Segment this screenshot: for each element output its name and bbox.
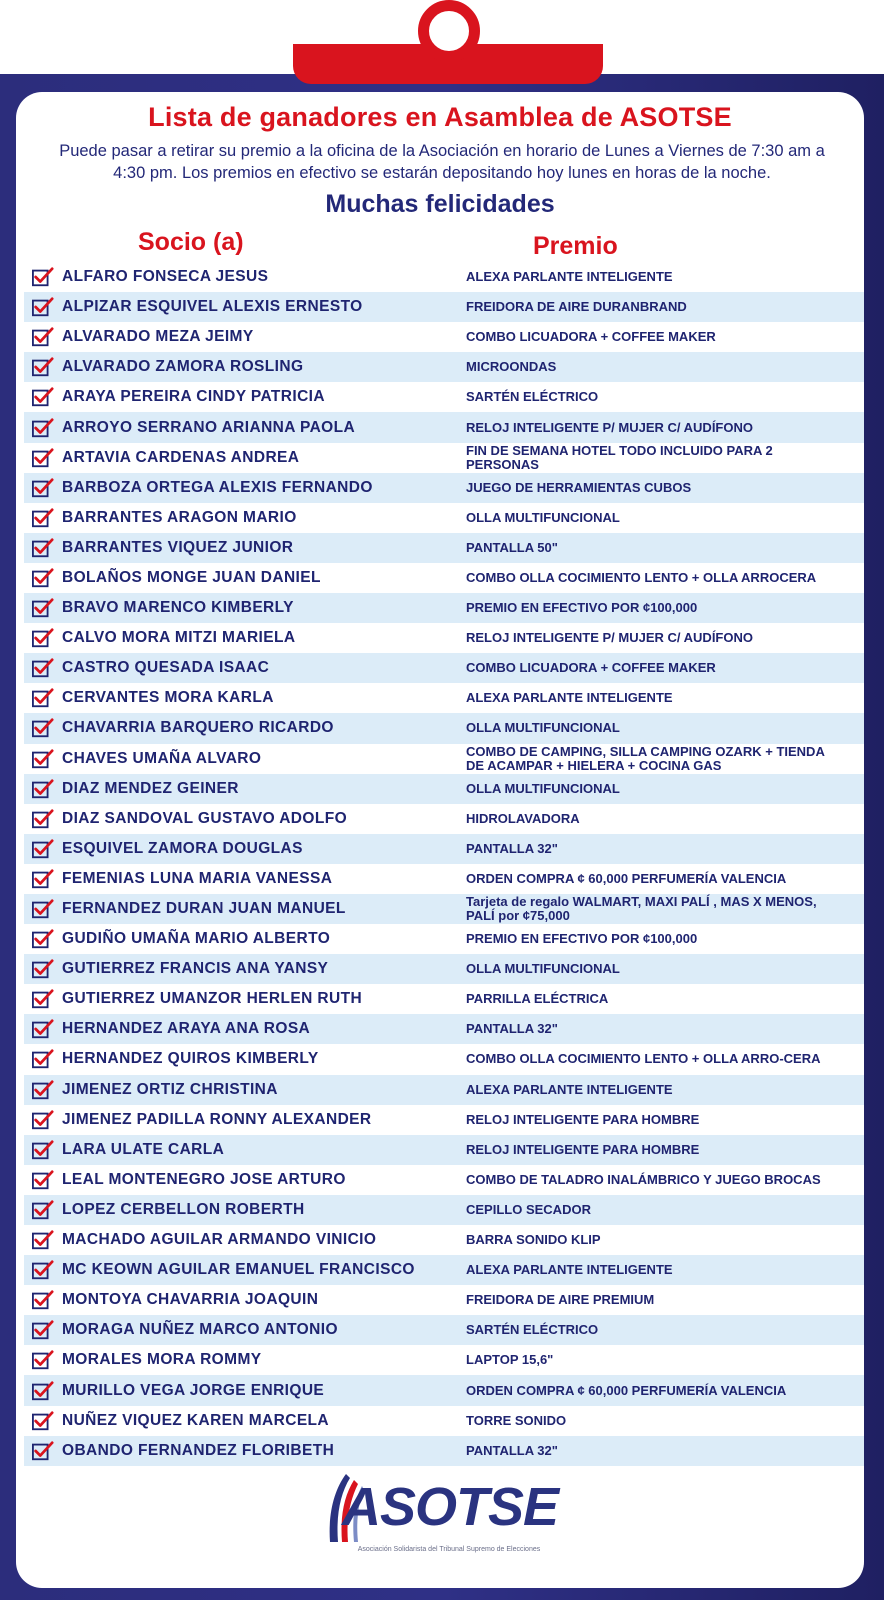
winner-prize: OLLA MULTIFUNCIONAL	[466, 961, 620, 977]
checkbox-checked-icon	[32, 1079, 54, 1101]
winner-name: HERNANDEZ ARAYA ANA ROSA	[62, 1020, 311, 1038]
winner-prize: COMBO LICUADORA + COFFEE MAKER	[466, 329, 716, 345]
checkbox-checked-icon	[32, 296, 54, 318]
checkbox-checked-icon	[32, 958, 54, 980]
winner-row	[24, 1406, 864, 1436]
winner-prize: TORRE SONIDO	[466, 1412, 567, 1428]
checkbox-checked-icon	[32, 1259, 54, 1281]
winner-row	[24, 1285, 864, 1315]
winner-row	[24, 894, 864, 924]
winner-name: ALVARADO MEZA JEIMY	[62, 328, 254, 346]
checkbox-checked-icon	[32, 1349, 54, 1371]
winner-row	[24, 1255, 864, 1285]
winner-prize: PREMIO EN EFECTIVO POR ¢100,000	[466, 931, 698, 947]
winner-row	[24, 804, 864, 834]
winner-prize: PANTALLA 50"	[466, 539, 558, 555]
checkbox-checked-icon	[32, 537, 54, 559]
winner-prize: SARTÉN ELÉCTRICO	[466, 1322, 599, 1338]
winner-row	[24, 1165, 864, 1195]
winner-row	[24, 292, 864, 322]
checkbox-checked-icon	[32, 507, 54, 529]
winner-name: JIMENEZ ORTIZ CHRISTINA	[62, 1080, 278, 1098]
clipboard-ring	[418, 0, 480, 62]
winner-name: ALVARADO ZAMORA ROSLING	[62, 358, 304, 376]
winner-row	[24, 1345, 864, 1375]
page-title: Lista de ganadores en Asamblea de ASOTSE	[148, 102, 732, 132]
winner-row	[24, 563, 864, 593]
winner-prize: SARTÉN ELÉCTRICO	[466, 389, 599, 405]
winner-name: DIAZ SANDOVAL GUSTAVO ADOLFO	[62, 809, 348, 827]
winner-row	[24, 683, 864, 713]
winner-name: LARA ULATE CARLA	[62, 1140, 225, 1158]
winner-prize: LAPTOP 15,6"	[466, 1352, 554, 1368]
checkbox-checked-icon	[32, 1199, 54, 1221]
column-header-member: Socio (a)	[138, 228, 244, 256]
checkbox-checked-icon	[32, 838, 54, 860]
winner-prize: COMBO OLLA COCIMIENTO LENTO + OLLA ARROCERA	[466, 569, 817, 585]
winner-prize: JUEGO DE HERRAMIENTAS CUBOS	[466, 479, 692, 495]
winner-prize: COMBO DE CAMPING, SILLA CAMPING OZARK + TIENDA DE ACAMPAR + HIELERA + COCINA GAS	[466, 743, 825, 773]
winner-row	[24, 1315, 864, 1345]
winner-prize: ORDEN COMPRA ¢ 60,000 PERFUMERÍA VALENCIA	[466, 870, 787, 886]
winner-row	[24, 533, 864, 563]
congrats-heading: Muchas felicidades	[325, 190, 555, 218]
winner-prize: PANTALLA 32"	[466, 1442, 558, 1458]
winner-name: DIAZ MENDEZ GEINER	[62, 779, 239, 797]
winner-row	[24, 322, 864, 352]
checkbox-checked-icon	[32, 928, 54, 950]
winner-prize: HIDROLAVADORA	[466, 810, 580, 826]
winner-name: MURILLO VEGA JORGE ENRIQUE	[62, 1381, 325, 1399]
logo-tagline: Asociación Solidarista del Tribunal Supremo de Elecciones	[357, 1546, 541, 1553]
checkbox-checked-icon	[32, 597, 54, 619]
winner-prize: PARRILLA ELÉCTRICA	[466, 991, 609, 1007]
winner-name: BARRANTES ARAGON MARIO	[62, 508, 297, 526]
winner-row	[24, 412, 864, 442]
checkbox-checked-icon	[32, 1109, 54, 1131]
winner-name: MORAGA NUÑEZ MARCO ANTONIO	[62, 1321, 338, 1339]
winner-name: CERVANTES MORA KARLA	[62, 689, 274, 707]
winner-name: MC KEOWN AGUILAR EMANUEL FRANCISCO	[62, 1261, 415, 1279]
winner-row	[24, 1225, 864, 1255]
checkbox-checked-icon	[32, 1319, 54, 1341]
winner-name: CHAVARRIA BARQUERO RICARDO	[62, 719, 334, 737]
checkbox-checked-icon	[32, 447, 54, 469]
winner-row	[24, 382, 864, 412]
winner-prize: RELOJ INTELIGENTE P/ MUJER C/ AUDÍFONO	[466, 630, 753, 646]
intro-text: Puede pasar a retirar su premio a la oficina de la Asociación en horario de Lunes a Viernes de 7:30 am a 4:30 pm. Los premios en efectivo se estarán depositando hoy lunes en horas de la noche.	[59, 142, 825, 182]
winner-row	[24, 774, 864, 804]
winner-row	[24, 262, 864, 292]
winner-prize: ORDEN COMPRA ¢ 60,000 PERFUMERÍA VALENCIA	[466, 1382, 787, 1398]
winner-row	[24, 623, 864, 653]
checkbox-checked-icon	[32, 1410, 54, 1432]
winner-name: MONTOYA CHAVARRIA JOAQUIN	[62, 1291, 319, 1309]
winner-name: BARBOZA ORTEGA ALEXIS FERNANDO	[62, 478, 373, 496]
winner-name: NUÑEZ VIQUEZ KAREN MARCELA	[62, 1411, 330, 1429]
winner-prize: RELOJ INTELIGENTE PARA HOMBRE	[466, 1141, 700, 1157]
checkbox-checked-icon	[32, 356, 54, 378]
checkbox-checked-icon	[32, 717, 54, 739]
winner-name: ALFARO FONSECA JESUS	[62, 268, 269, 286]
checkbox-checked-icon	[32, 266, 54, 288]
winner-row	[24, 744, 864, 774]
winner-row	[24, 984, 864, 1014]
winner-prize: COMBO OLLA COCIMIENTO LENTO + OLLA ARRO-CERA	[466, 1051, 821, 1067]
winner-name: MACHADO AGUILAR ARMANDO VINICIO	[62, 1231, 377, 1249]
winner-name: OBANDO FERNANDEZ FLORIBETH	[62, 1441, 335, 1459]
checkbox-checked-icon	[32, 778, 54, 800]
checkbox-checked-icon	[32, 1440, 54, 1462]
winner-prize: FREIDORA DE AIRE PREMIUM	[466, 1292, 655, 1308]
winner-row	[24, 1105, 864, 1135]
winner-prize: FIN DE SEMANA HOTEL TODO INCLUIDO PARA 2 PERSONAS	[466, 442, 773, 472]
winner-name: LOPEZ CERBELLON ROBERTH	[62, 1200, 305, 1218]
winner-name: BARRANTES VIQUEZ JUNIOR	[62, 538, 294, 556]
winner-name: ALPIZAR ESQUIVEL ALEXIS ERNESTO	[62, 298, 363, 316]
checkbox-checked-icon	[32, 748, 54, 770]
winners-card	[16, 92, 864, 1588]
winner-row	[24, 503, 864, 533]
winner-name: JIMENEZ PADILLA RONNY ALEXANDER	[62, 1110, 372, 1128]
checkbox-checked-icon	[32, 1048, 54, 1070]
checkbox-checked-icon	[32, 567, 54, 589]
winner-name: BRAVO MARENCO KIMBERLY	[62, 599, 294, 617]
winner-prize: COMBO DE TALADRO INALÁMBRICO Y JUEGO BROCAS	[466, 1171, 821, 1187]
winner-prize: PANTALLA 32"	[466, 1021, 558, 1037]
winner-row	[24, 834, 864, 864]
checkbox-checked-icon	[32, 477, 54, 499]
winner-row	[24, 1014, 864, 1044]
winner-prize: COMBO LICUADORA + COFFEE MAKER	[466, 660, 716, 676]
winner-prize: RELOJ INTELIGENTE P/ MUJER C/ AUDÍFONO	[466, 419, 753, 435]
winner-row	[24, 352, 864, 382]
checkbox-checked-icon	[32, 988, 54, 1010]
winner-name: CASTRO QUESADA ISAAC	[62, 659, 270, 677]
logo-wordmark: ASOTSE	[342, 1477, 559, 1537]
checkbox-checked-icon	[32, 898, 54, 920]
winner-row	[24, 653, 864, 683]
winner-prize: Tarjeta de regalo WALMART, MAXI PALÍ , MAS X MENOS, PALÍ por ¢75,000	[466, 894, 817, 924]
winner-name: GUTIERREZ FRANCIS ANA YANSY	[62, 960, 329, 978]
checkbox-checked-icon	[32, 1380, 54, 1402]
winner-name: ARTAVIA CARDENAS ANDREA	[62, 448, 300, 466]
winner-prize: ALEXA PARLANTE INTELIGENTE	[466, 269, 673, 285]
winner-name: CALVO MORA MITZI MARIELA	[62, 629, 296, 647]
winner-row	[24, 443, 864, 473]
winner-prize: ALEXA PARLANTE INTELIGENTE	[466, 690, 673, 706]
checkbox-checked-icon	[32, 808, 54, 830]
checkbox-checked-icon	[32, 326, 54, 348]
winner-name: FEMENIAS LUNA MARIA VANESSA	[62, 869, 333, 887]
winner-prize: BARRA SONIDO KLIP	[466, 1232, 601, 1248]
checkbox-checked-icon	[32, 687, 54, 709]
winner-name: CHAVES UMAÑA ALVARO	[62, 749, 262, 767]
checkbox-checked-icon	[32, 868, 54, 890]
checkbox-checked-icon	[32, 627, 54, 649]
winner-prize: OLLA MULTIFUNCIONAL	[466, 720, 620, 736]
winner-name: ARAYA PEREIRA CINDY PATRICIA	[62, 388, 325, 406]
winner-name: HERNANDEZ QUIROS KIMBERLY	[62, 1050, 319, 1068]
winner-name: LEAL MONTENEGRO JOSE ARTURO	[62, 1170, 346, 1188]
winner-prize: ALEXA PARLANTE INTELIGENTE	[466, 1262, 673, 1278]
checkbox-checked-icon	[32, 1289, 54, 1311]
winner-row	[24, 954, 864, 984]
checkbox-checked-icon	[32, 417, 54, 439]
winner-name: ESQUIVEL ZAMORA DOUGLAS	[62, 839, 303, 857]
winner-row	[24, 924, 864, 954]
checkbox-checked-icon	[32, 1139, 54, 1161]
winner-name: MORALES MORA ROMMY	[62, 1351, 262, 1369]
winner-row	[24, 1436, 864, 1466]
winner-name: BOLAÑOS MONGE JUAN DANIEL	[62, 568, 321, 586]
winner-row	[24, 1044, 864, 1074]
checkbox-checked-icon	[32, 1169, 54, 1191]
checkbox-checked-icon	[32, 657, 54, 679]
winner-prize: ALEXA PARLANTE INTELIGENTE	[466, 1081, 673, 1097]
winner-name: ARROYO SERRANO ARIANNA PAOLA	[62, 418, 356, 436]
winner-row	[24, 1375, 864, 1405]
winner-name: GUDIÑO UMAÑA MARIO ALBERTO	[62, 930, 331, 948]
winner-row	[24, 713, 864, 743]
winner-row	[24, 473, 864, 503]
winner-row	[24, 1195, 864, 1225]
winner-prize: PREMIO EN EFECTIVO POR ¢100,000	[466, 600, 698, 616]
checkbox-checked-icon	[32, 386, 54, 408]
winner-name: GUTIERREZ UMANZOR HERLEN RUTH	[62, 990, 363, 1008]
winners-list	[24, 262, 864, 1466]
winner-prize: PANTALLA 32"	[466, 840, 558, 856]
winner-prize: FREIDORA DE AIRE DURANBRAND	[466, 299, 687, 315]
winner-prize: RELOJ INTELIGENTE PARA HOMBRE	[466, 1111, 700, 1127]
winner-prize: OLLA MULTIFUNCIONAL	[466, 509, 620, 525]
winner-prize: MICROONDAS	[466, 359, 557, 375]
winner-prize: OLLA MULTIFUNCIONAL	[466, 780, 620, 796]
checkbox-checked-icon	[32, 1018, 54, 1040]
winner-prize: CEPILLO SECADOR	[466, 1201, 591, 1217]
winner-name: FERNANDEZ DURAN JUAN MANUEL	[62, 900, 346, 918]
winner-row	[24, 1075, 864, 1105]
winner-row	[24, 864, 864, 894]
winner-row	[24, 593, 864, 623]
checkbox-checked-icon	[32, 1229, 54, 1251]
winner-row	[24, 1135, 864, 1165]
asotse-logo	[316, 1470, 576, 1570]
column-header-prize: Premio	[533, 232, 618, 260]
